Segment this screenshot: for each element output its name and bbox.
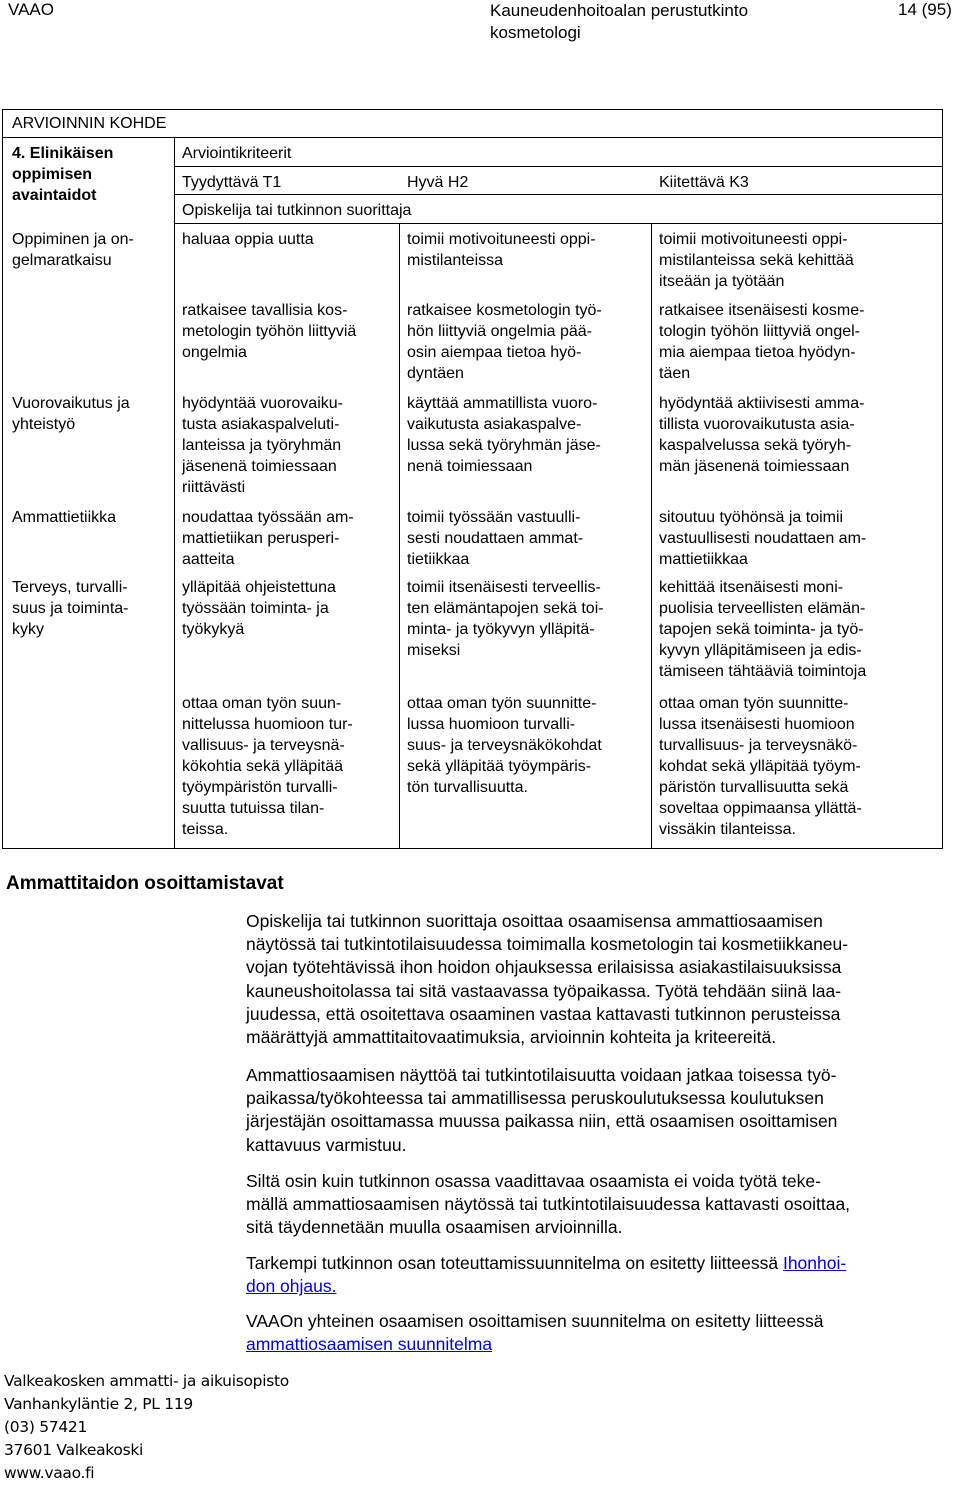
table-rule bbox=[651, 223, 652, 848]
footer-phone: (03) 57421 bbox=[4, 1418, 88, 1436]
paragraph-text: Siltä osin kuin tutkinnon osassa vaadittavaa osaamista ei voida työtä teke- mällä ammattiosaamisen näytössä tai tutkintotilaisuudessa kattavasti osoittaa, sitä täydennetään muulla osaamisen arvioinnilla. bbox=[246, 1171, 851, 1238]
page-header bbox=[0, 0, 960, 44]
row-label: Oppiminen ja on- gelmaratkaisu bbox=[12, 231, 134, 269]
table-rule bbox=[3, 137, 942, 138]
body-paragraph bbox=[246, 1170, 958, 1240]
footer-postal: 37601 Valkeakoski bbox=[4, 1441, 144, 1459]
table-rule bbox=[174, 166, 942, 167]
table-rule bbox=[174, 223, 942, 224]
level-k3: Kiitettävä K3 bbox=[659, 174, 749, 191]
cell-h2: toimii työssään vastuulli- sesti noudattaen ammat- tietiikkaa bbox=[407, 509, 584, 568]
shared-plan-paragraph bbox=[246, 1310, 958, 1356]
level-t1: Tyydyttävä T1 bbox=[182, 174, 282, 191]
table-rule bbox=[399, 223, 400, 848]
footer-website: www.vaao.fi bbox=[4, 1464, 95, 1482]
row-label: Terveys, turvalli- suus ja toiminta- kyky bbox=[12, 579, 129, 638]
table-rule bbox=[174, 194, 942, 195]
plan-link-continued[interactable]: don ohjaus. bbox=[246, 1276, 337, 1297]
cell-k3: toimii motivoituneesti oppi- mistilanteissa sekä kehittää itseään ja työtään bbox=[659, 231, 854, 290]
performer-label: Opiskelija tai tutkinnon suorittaja bbox=[182, 202, 412, 219]
header-field: kosmetologi bbox=[490, 23, 581, 42]
section-heading: 4. Elinikäisen oppimisen avaintaidot bbox=[12, 145, 114, 204]
cell-k3: sitoutuu työhönsä ja toimii vastuullisesti noudattaen am- mattietiikkaa bbox=[659, 509, 867, 568]
cell-t1: ylläpitää ohjeistettuna työssään toiminta- ja työkykyä bbox=[182, 579, 336, 638]
plan-paragraph bbox=[246, 1252, 958, 1298]
cell-k3: ratkaisee itsenäisesti kosme- tologin työhön liittyviä ongel- mia aiempaa tietoa hyödyn- täen bbox=[659, 302, 865, 382]
cell-h2: käyttää ammatillista vuoro- vaikutusta asiakaspalve- lussa sekä työryhmän jäse- nenä toimiessaan bbox=[407, 395, 601, 475]
cell-h2: toimii motivoituneesti oppi- mistilanteissa bbox=[407, 231, 596, 269]
body-paragraph bbox=[246, 910, 958, 1049]
shared-plan-text: VAAOn yhteinen osaamisen osoittamisen suunnitelma on esitetty liitteessä bbox=[246, 1311, 824, 1331]
cell-k3: ottaa oman työn suunnitte- lussa itsenäisesti huomioon turvallisuus- ja terveysnäkö- kohdat sekä ylläpitää työym- päristön turvallisuutta sekä soveltaa oppimaansa yllättä- vissäkin tilanteissa. bbox=[659, 695, 862, 838]
level-h2: Hyvä H2 bbox=[407, 174, 469, 191]
header-degree bbox=[490, 0, 748, 44]
plan-link[interactable]: Ihonhoi- bbox=[782, 1253, 847, 1273]
plan-text: Tarkempi tutkinnon osan toteuttamissuunnitelma on esitetty liitteessä bbox=[246, 1253, 783, 1273]
table-rule bbox=[174, 137, 175, 848]
header-page-number: 14 (95) bbox=[898, 0, 952, 19]
body-paragraph bbox=[246, 1064, 958, 1157]
cell-h2: ratkaisee kosmetologin työ- hön liittyviä ongelmia pää- osin aiempaa tietoa hyö- dyntäen bbox=[407, 302, 602, 382]
header-degree-name: Kauneudenhoitoalan perustutkinto bbox=[490, 1, 749, 20]
row-label: Ammattietiikka bbox=[12, 509, 117, 526]
paragraph-text: Opiskelija tai tutkinnon suorittaja osoittaa osaamisensa ammattiosaamisen näytössä tai tutkintotilaisuudessa toimimalla kosmetologin tai kosmetiikkaneu- vojan työtehtävissä ihon hoidon ohjauksessa erilaisissa asiakastilaisuuksissa kauneushoitolassa tai sitä vastaavassa työpaikassa. Työtä tehdään siinä laa- juudessa, että osoitettava osaaminen vastaa kattavasti tutkinnon perusteissa määrättyjä ammattitaitovaatimuksia, arvioinnin kohteita ja kriteereitä. bbox=[246, 911, 849, 1048]
table-caption: ARVIOINNIN KOHDE bbox=[12, 115, 167, 132]
cell-k3: hyödyntää aktiivisesti amma- tillista vuorovaikutusta asia- kaspalvelussa sekä työryh- män jäsenenä toimiessaan bbox=[659, 395, 865, 475]
cell-k3: kehittää itsenäisesti moni- puolisia terveellisten elämän- tapojen sekä toiminta- ja työ- kyvyn ylläpitämiseen ja edis- tämiseen tähtääviä toimintoja bbox=[659, 579, 867, 680]
page-footer bbox=[4, 1370, 289, 1485]
section-title: Ammattitaidon osoittamistavat bbox=[6, 873, 284, 894]
header-org: VAAO bbox=[8, 0, 54, 19]
cell-t1: haluaa oppia uutta bbox=[182, 231, 314, 248]
cell-t1: ottaa oman työn suun- nittelussa huomioon tur- vallisuus- ja terveysnä- kökohtia sekä ylläpitää työympäristön turvalli- suutta tutuissa tilan- teissa. bbox=[182, 695, 353, 838]
shared-plan-link[interactable]: ammattiosaamisen suunnitelma bbox=[246, 1334, 493, 1355]
footer-org-name: Valkeakosken ammatti- ja aikuisopisto bbox=[4, 1372, 289, 1390]
cell-t1: ratkaisee tavallisia kos- metologin työhön liittyviä ongelmia bbox=[182, 302, 357, 361]
cell-h2: ottaa oman työn suunnitte- lussa huomioon turvalli- suus- ja terveysnäkökohdat sekä ylläpitää työympäris- tön turvallisuutta. bbox=[407, 695, 602, 796]
cell-t1: hyödyntää vuorovaiku- tusta asiakaspalveluti- lanteissa ja työryhmän jäsenenä toimiessaan riittävästi bbox=[182, 395, 343, 496]
cell-t1: noudattaa työssään am- mattietiikan perusperi- aatteita bbox=[182, 509, 354, 568]
assessment-table bbox=[2, 109, 943, 849]
row-label: Vuorovaikutus ja yhteistyö bbox=[12, 395, 130, 433]
cell-h2: toimii itsenäisesti terveellis- ten elämäntapojen sekä toi- minta- ja työkyvyn ylläpitä- miseksi bbox=[407, 579, 604, 659]
footer-address: Vanhankyläntie 2, PL 119 bbox=[4, 1395, 193, 1413]
paragraph-text: Ammattiosaamisen näyttöä tai tutkintotilaisuutta voidaan jatkaa toisessa työ- paikassa/työkohteessa tai ammatillisessa peruskoulutuksessa koulutuksen järjestäjän osoittamassa muussa paikassa niin, että osaamisen osoittamisen kattavuus varmistuu. bbox=[246, 1065, 838, 1155]
criteria-label: Arviointikriteerit bbox=[182, 145, 292, 162]
